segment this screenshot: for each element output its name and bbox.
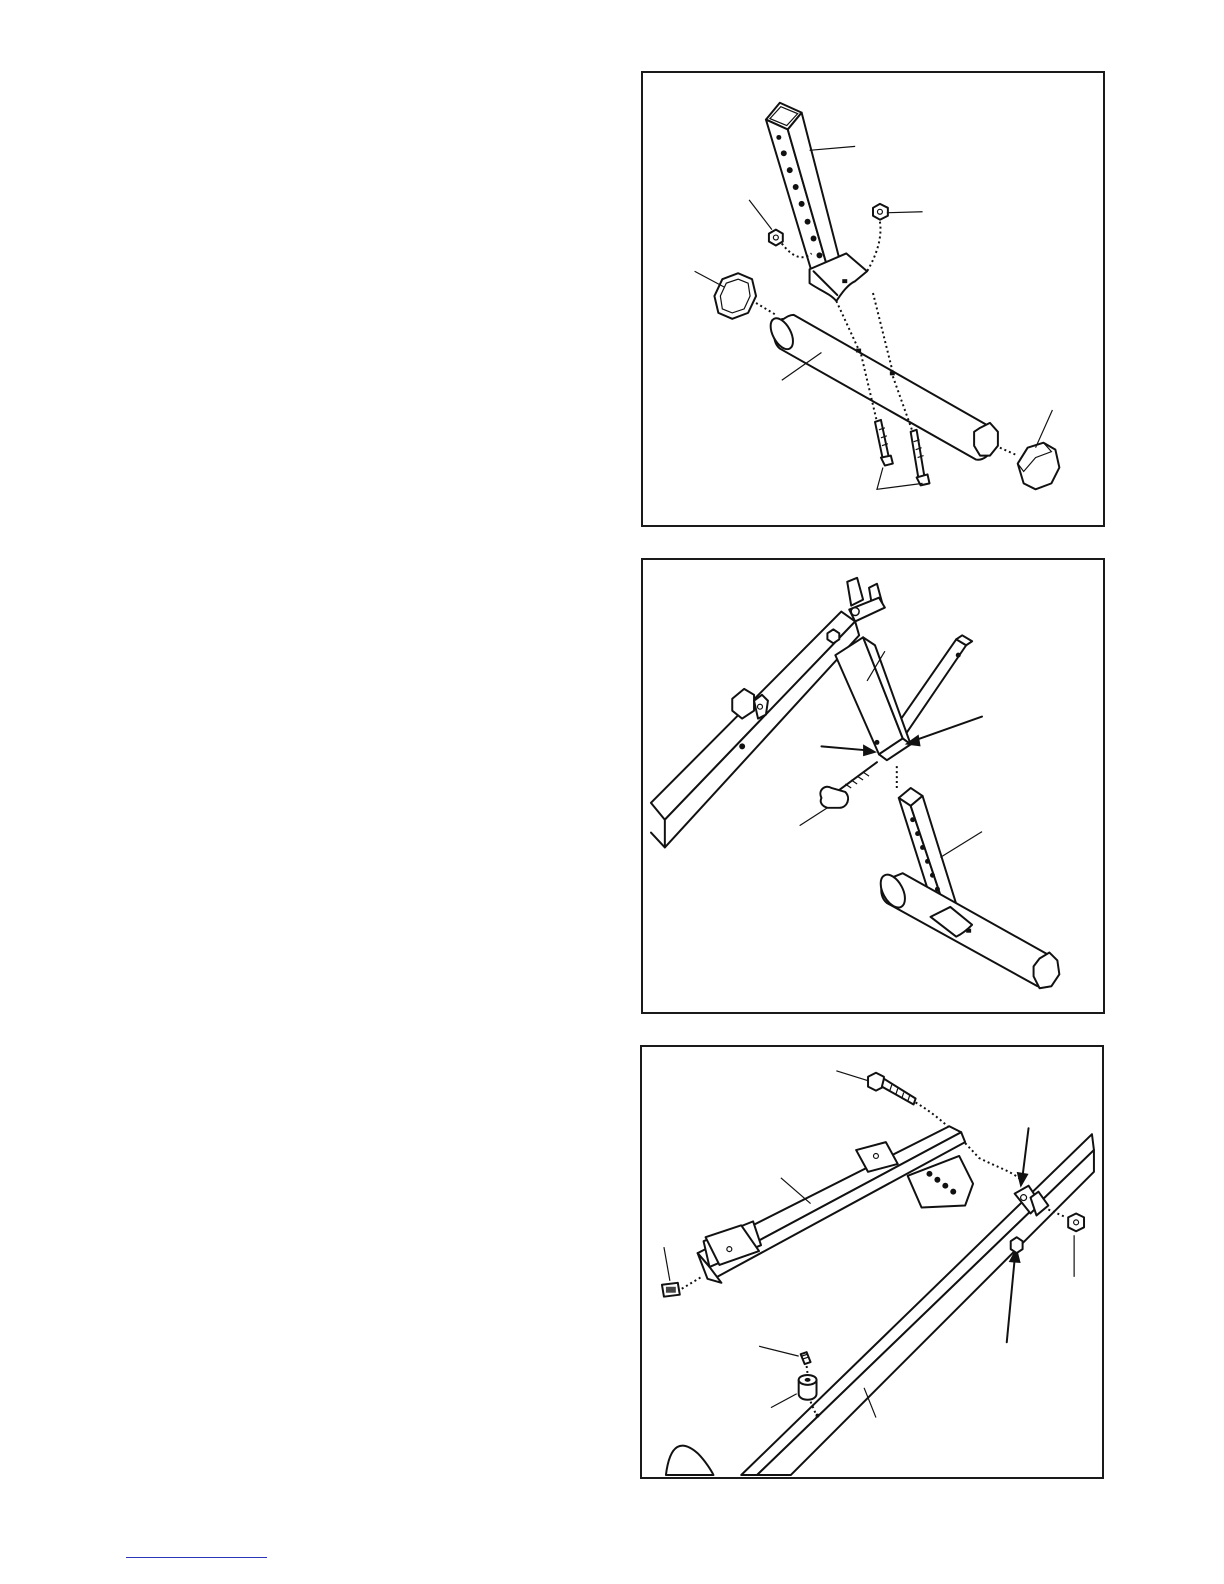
nut — [769, 230, 783, 246]
carriage-bolt — [911, 430, 930, 486]
assembly-path — [807, 1366, 808, 1374]
leader-line — [749, 200, 772, 230]
rail-hole — [1011, 1237, 1023, 1253]
stabilizer-base — [876, 871, 1060, 989]
long-bolt — [868, 1073, 916, 1105]
nut — [873, 204, 888, 220]
figure-1-panel — [641, 71, 1105, 527]
leader-line — [800, 808, 828, 826]
arrow — [905, 717, 982, 747]
figure-3-drawing — [642, 1047, 1102, 1477]
assembly-path — [682, 1277, 702, 1289]
leader-line — [877, 468, 923, 490]
leader-line — [810, 146, 856, 150]
arrow — [1017, 1128, 1029, 1187]
leader-line — [695, 271, 725, 287]
assembly-path — [873, 293, 893, 372]
end-cap — [662, 1283, 680, 1297]
nut — [1068, 1213, 1084, 1231]
arrow — [821, 744, 877, 756]
assembly-path — [756, 303, 776, 315]
assembly-path — [1000, 448, 1018, 456]
small-bolt — [801, 1352, 811, 1364]
hex-nut — [827, 629, 839, 643]
upright-tube — [766, 103, 867, 301]
assembly-path — [867, 222, 880, 272]
endcap — [1018, 443, 1060, 490]
footer-rule — [126, 1557, 267, 1558]
carriage-bolt — [875, 420, 893, 466]
support-bracket — [698, 1126, 973, 1283]
leader-line — [759, 1346, 799, 1356]
figure-2-panel — [641, 558, 1105, 1014]
leader-line — [940, 832, 982, 858]
figure-1-drawing — [643, 73, 1103, 525]
figure-3-panel — [640, 1045, 1104, 1479]
leader-line — [771, 1394, 797, 1408]
rail-bracket — [847, 578, 885, 622]
figure-2-drawing — [643, 560, 1103, 1012]
spacer — [799, 1375, 817, 1400]
knob — [820, 762, 877, 808]
leader-line — [836, 1071, 868, 1081]
leader-line — [664, 1247, 670, 1281]
arrow — [1007, 1247, 1021, 1342]
leader-line — [781, 1178, 811, 1204]
endcap — [714, 273, 756, 319]
leader-line — [887, 212, 923, 213]
upper-upright — [835, 637, 910, 760]
frame-rail — [651, 612, 859, 848]
